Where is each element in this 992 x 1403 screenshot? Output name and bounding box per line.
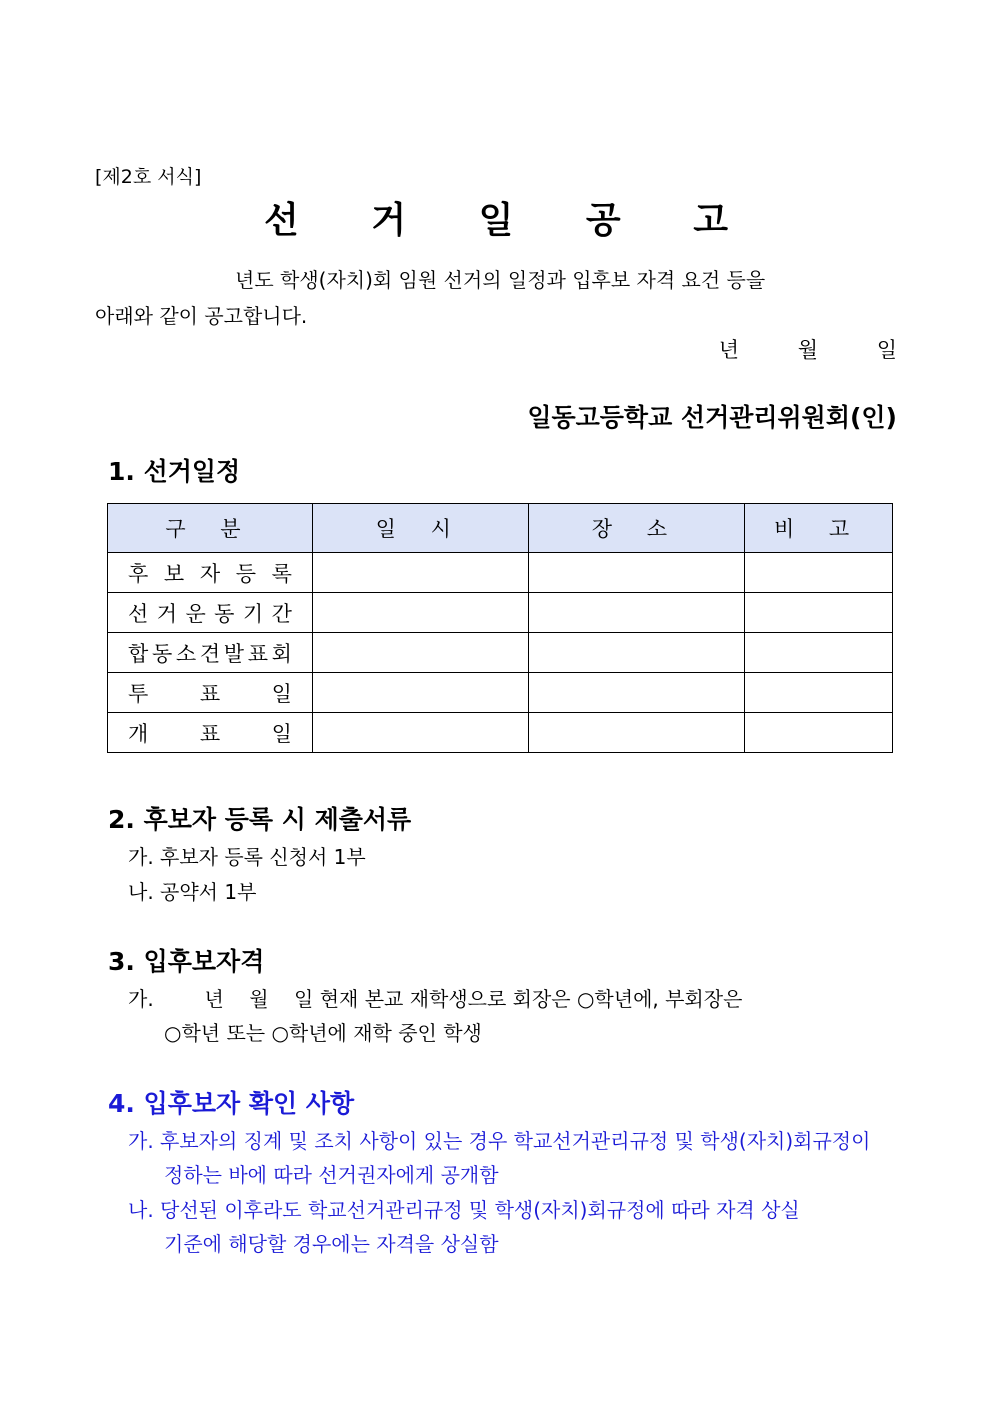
section-4-item-a [128, 1124, 898, 1192]
category-label [128, 558, 312, 588]
form-number: [제2호 서식] [95, 166, 202, 188]
intro-line-2: 아래와 같이 공고합니다. [95, 304, 308, 328]
cell-datetime [312, 673, 528, 713]
category-label [128, 718, 312, 748]
document-title: 선 거 일 공 고 [263, 200, 758, 241]
category-char: 후 [128, 561, 149, 586]
category-char: 동 [214, 601, 235, 626]
category-char: 자 [199, 561, 221, 586]
row-category [108, 633, 313, 673]
category-char: 보 [163, 561, 185, 586]
category-char: 선 [128, 601, 149, 626]
intro-line-1: 년도 학생(자치)회 임원 선거의 일정과 입후보 자격 요건 등을 [235, 268, 766, 292]
cell-remarks [745, 553, 893, 593]
category-char: 간 [271, 601, 292, 626]
cell-place [528, 713, 745, 753]
category-char: 발 [223, 641, 245, 666]
header-datetime: 일 시 [312, 504, 528, 553]
category-char: 동 [151, 641, 173, 666]
section-2-item-a: 가. 후보자 등록 신청서 1부 [128, 845, 366, 869]
section-4-title: 4. 입후보자 확인 사항 [108, 1089, 355, 1118]
cell-datetime [312, 593, 528, 633]
cell-place [528, 633, 745, 673]
section-1-title: 1. 선거일정 [108, 457, 241, 486]
category-char: 투 [128, 681, 149, 706]
category-char: 표 [199, 681, 221, 706]
cell-datetime [312, 553, 528, 593]
notice-date: 년 월 일 [718, 338, 897, 362]
header-category: 구 분 [108, 504, 313, 553]
section-2-title: 2. 후보자 등록 시 제출서류 [108, 805, 412, 834]
section-4-item-a-line-2: 정하는 바에 따라 선거권자에게 공개함 [164, 1163, 499, 1187]
category-char: 일 [271, 681, 292, 706]
section-3-title: 3. 입후보자격 [108, 947, 265, 976]
header-remarks: 비 고 [745, 504, 893, 553]
category-char: 표 [199, 721, 221, 746]
category-char: 록 [271, 561, 292, 586]
cell-place [528, 673, 745, 713]
section-3-item-a [128, 982, 898, 1050]
schedule-table [107, 503, 893, 753]
table-row [108, 713, 893, 753]
cell-remarks [745, 593, 893, 633]
cell-datetime [312, 713, 528, 753]
table-row [108, 673, 893, 713]
category-char: 기 [242, 601, 264, 626]
section-3-item-a-line-1: 가. 년 월 일 현재 본교 재학생으로 회장은 ○학년에, 부회장은 [128, 987, 743, 1011]
category-char: 일 [271, 721, 292, 746]
category-char: 표 [247, 641, 268, 666]
row-category [108, 593, 313, 633]
category-label [128, 598, 312, 628]
organization-name: 일동고등학교 선거관리위원회(인) [527, 403, 897, 432]
cell-remarks [745, 673, 893, 713]
row-category [108, 553, 313, 593]
row-category [108, 713, 313, 753]
section-4-item-b-line-1: 나. 당선된 이후라도 학교선거관리규정 및 학생(자치)회규정에 따라 자격 상실 [128, 1198, 800, 1222]
section-4-item-b [128, 1193, 898, 1261]
category-char: 운 [185, 601, 206, 626]
cell-place [528, 593, 745, 633]
category-char: 견 [199, 641, 221, 666]
category-char: 등 [235, 561, 257, 586]
section-4-item-b-line-2: 기준에 해당할 경우에는 자격을 상실함 [164, 1232, 499, 1256]
header-place: 장 소 [528, 504, 745, 553]
category-char: 거 [156, 601, 178, 626]
row-category [108, 673, 313, 713]
category-char: 회 [271, 641, 292, 666]
section-3-item-a-line-2: ○학년 또는 ○학년에 재학 중인 학생 [164, 1021, 482, 1045]
table-row [108, 593, 893, 633]
category-char: 개 [128, 721, 149, 746]
category-label [128, 638, 312, 668]
cell-datetime [312, 633, 528, 673]
table-row [108, 553, 893, 593]
intro-paragraph [95, 262, 897, 334]
category-char: 합 [128, 641, 149, 666]
category-char: 소 [175, 641, 197, 666]
section-2-item-b: 나. 공약서 1부 [128, 880, 257, 904]
cell-remarks [745, 713, 893, 753]
cell-remarks [745, 633, 893, 673]
category-label [128, 678, 312, 708]
cell-place [528, 553, 745, 593]
section-4-item-a-line-1: 가. 후보자의 징계 및 조치 사항이 있는 경우 학교선거관리규정 및 학생(자치)회규정이 [128, 1129, 871, 1153]
table-row [108, 633, 893, 673]
table-header-row [108, 504, 893, 553]
